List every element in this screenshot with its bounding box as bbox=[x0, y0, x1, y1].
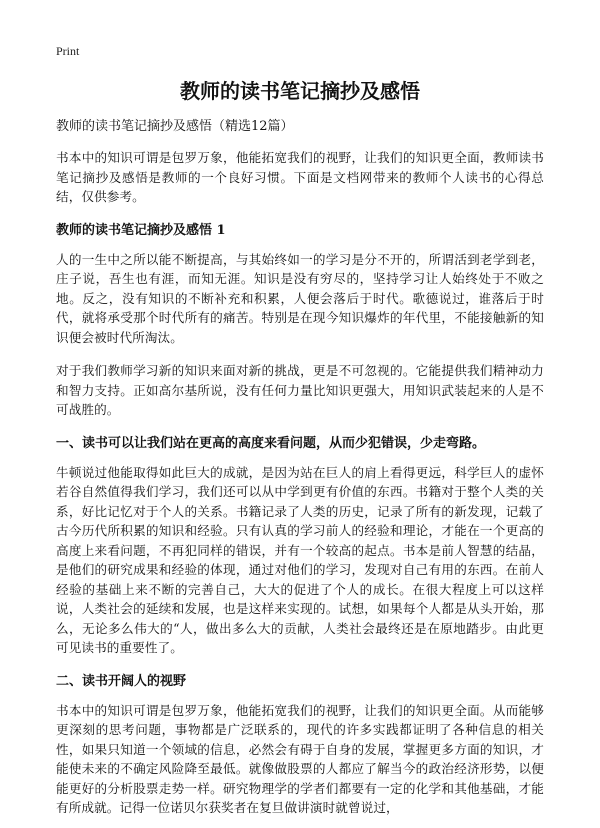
document-subtitle: 教师的读书笔记摘抄及感悟（精选12篇） bbox=[56, 119, 294, 134]
subheading-reading-perspective: 一、读书可以让我们站在更高的高度来看问题，从而少犯错误，少走弯路。 bbox=[56, 435, 486, 451]
paragraph-1: 人的一生中之所以能不断提高，与其始终如一的学习是分不开的，所谓活到老学到老，庄子说，吾生也有涯，而知无涯。知识是没有穷尽的，坚持学习让人始终处于不败之地。反之，没有知识的不断补充和积累，人便会落后于时代。歌德说过，谁落后于时代，就将承受那个时代所有的痛苦。特别是在现今知识爆炸的年代里，不能接触新的知识便会被时代所淘汰。 bbox=[56, 251, 544, 345]
section-1-heading: 教师的读书笔记摘抄及感悟 1 bbox=[56, 222, 226, 238]
page-title: 教师的读书笔记摘抄及感悟 bbox=[180, 79, 420, 103]
print-link[interactable]: Print bbox=[56, 44, 80, 58]
paragraph-3: 牛顿说过他能取得如此巨大的成就，是因为站在巨人的肩上看得更远，科学巨人的虚怀若谷自然值得我们学习，我们还可以从中学到更有价值的东西。书籍对于整个人类的关系，好比记忆对于个人的关系。书籍记录了人类的历史，记录了所有的新发现，记载了古今历代所积累的知识和经验。只有认真的学习前人的经验和理论，才能在一个更高的高度上来看问题，不再犯同样的错误，并有一个较高的起点。书本是前人智慧的结晶，是他们的研究成果和经验的体现，通过对他们的学习，发现对自己有用的东西。在前人经验的基础上来不断的完善自己，大大的促进了个人的成长。在很大程度上可以这样说，人类社会的延续和发展，也是这样来实现的。试想，如果每个人都是从头开始，那么，无论多么伟大的“人，做出多么大的贡献，人类社会最终还是在原地踏步。由此更可见读书的重要性了。 bbox=[56, 464, 544, 655]
paragraph-2: 对于我们教师学习新的知识来面对新的挑战，更是不可忽视的。它能提供我们精神动力和智力支持。正如高尔基所说，没有任何力量比知识更强大，用知识武装起来的人是不可战胜的。 bbox=[56, 363, 544, 417]
subheading-broaden-view: 二、读书开阔人的视野 bbox=[56, 673, 187, 689]
paragraph-4: 书本中的知识可谓是包罗万象，他能拓宽我们的视野，让我们的知识更全面。从而能够更深刻的思考问题，事物都是广泛联系的，现代的许多实践都证明了各种信息的相关性，如果只知道一个领域的信息，必然会有碍于自身的发展，掌握更多方面的知识，才能使未来的不确定风险降至最低。就像做股票的人都应了解当今的政治经济形势，以便能更好的分析股票走势一样。研究物理学的学者们都要有一定的化学和其他基础，才能有所成就。记得一位诺贝尔获奖者在复旦做讲演时就曾说过， bbox=[56, 702, 544, 815]
intro-paragraph: 书本中的知识可谓是包罗万象，他能拓宽我们的视野，让我们的知识更全面，教师读书笔记摘抄及感悟是教师的一个良好习惯。下面是文档网带来的教师个人读书的心得总结，仅供参考。 bbox=[56, 150, 544, 204]
document-body bbox=[56, 118, 544, 828]
